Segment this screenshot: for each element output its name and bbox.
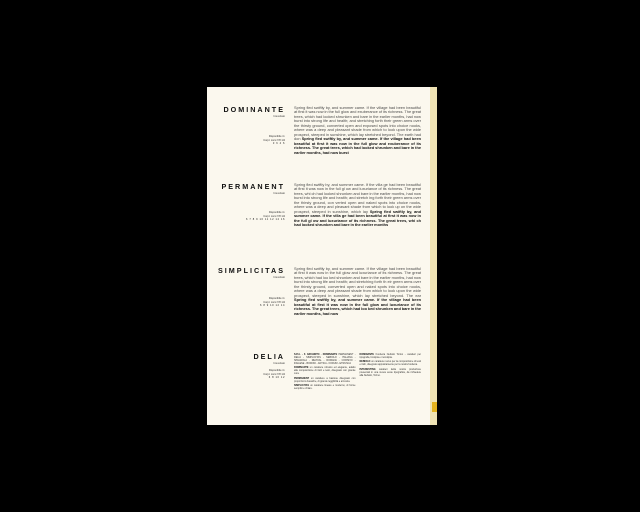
typeface-name: PERMANENT — [221, 182, 285, 191]
delia-column-left — [294, 353, 356, 391]
paragraph-text: caratteri della nostra produzione presentati in una nuova veste tipografica, da richiedere alla Nebiolo, Torino. — [359, 367, 422, 377]
paragraph-text: un carattere robusto ed elegante, adatto alla composizione di titoli e testi, disegnato con grande cura. — [294, 366, 356, 376]
availability-details — [207, 369, 285, 380]
specimen-text-regular: Spring fled swiftly by, and summer came. If the village had been beautiful at first it was now in the full glow and exuberance of its richness. The great trees, which had looked shrunken and bare in the earlier months, had now burst into strong life and health; and stretching forth their green arms over the thirsty ground, converted open and exposed spots into choice nooks, where was a deep and pleasant shade from which to look upon the wide prospect, steeped in sunshine, which lay stretched beyond. The earth had don — [294, 105, 421, 142]
availability-label: Disponibile in: — [268, 135, 285, 138]
delia-paragraph — [294, 384, 356, 390]
specimen-heading — [207, 106, 285, 118]
paragraph-text: un carattere a bastone disegnato con proporzioni classiche, di grande leggibilità e armonia. — [294, 376, 356, 383]
availability-details — [207, 211, 285, 222]
specimen-text-bold: Spring fled swiftly by, and summer came. If the villa ge had been beautiful at first it was now in the full gl ow and luxuriance of its richness. The great trees, whi ch had looked shrunken and bare in the earlier months — [294, 208, 421, 228]
specimen-page — [207, 87, 430, 425]
delia-paragraph — [360, 360, 422, 366]
availability-label: Disponibile in: — [268, 369, 285, 372]
paragraph-lead: INTERESTING — [359, 367, 376, 371]
sizes-label: Corpi: corsi 7/8 1/4 — [263, 372, 285, 376]
paragraph-lead: PERMANENT — [294, 376, 310, 380]
typeface-subtitle: brevettato — [273, 115, 285, 118]
typeface-name: DELIA — [253, 352, 285, 361]
delia-paragraph — [294, 377, 356, 383]
availability-details — [207, 135, 285, 146]
specimen-heading — [207, 267, 285, 279]
paragraph-text: un carattere lineare e moderno, di forme semplici e chiare. — [294, 383, 356, 391]
paragraph-lead: DOMINANTE — [294, 366, 309, 370]
paragraph-lead: NEBIOLO — [359, 360, 371, 364]
typeface-name: DOMINANTE — [223, 105, 285, 114]
delia-text-columns — [294, 353, 421, 391]
specimen-text — [294, 106, 421, 155]
delia-paragraph — [360, 353, 422, 359]
size-codes: 6 8 9 10 12 14 — [260, 304, 285, 308]
delia-column-right — [360, 353, 422, 391]
typeface-name: SIMPLICITAS — [218, 266, 285, 275]
typeface-subtitle: brevettato — [273, 276, 285, 279]
delia-paragraph — [294, 353, 356, 365]
page-edge-marker — [432, 402, 437, 412]
specimen-text-bold: Spring fled swiftly by, and summer came. If the village had been beautiful at first it was now in the full glow and exuberance of its richness. The great trees, which had looked shrunken and bare in the earlier months, had now burst — [294, 136, 421, 155]
specimen-text — [294, 183, 421, 228]
availability-details — [207, 297, 285, 308]
specimen-heading — [207, 353, 285, 365]
typeface-subtitle: brevettato — [273, 362, 285, 365]
specimen-text — [294, 267, 421, 316]
typeface-subtitle: brevettato — [273, 192, 285, 195]
size-codes: 3 6 4 6 — [272, 142, 285, 146]
sizes-label: Corpi: corsi 7/8 1/4 — [263, 138, 285, 142]
size-codes: 6 7 8 9 10 11 12 14 16 — [246, 218, 285, 222]
paragraph-text: Fonderia Nebiolo Torino - caratteri per tipografia, linotipia e monotipia. — [359, 353, 421, 360]
size-codes: 6 8 10 12 — [268, 376, 285, 380]
specimen-text-regular: Spring fled swiftly by, and summer came. If the village had been beautiful at first it was now in the full glow and luxuriance of its richness. The great trees, which had loo ked shrunken and bare in the earlier months, had now burst into strong life and health; and stretching forth th eir green arms over the thirsty ground, converted open and naked spots into choice nooks, where was a deep and pleasant shade from which to look upon the wide prospect, steeped in sunshine, which lay stretched beyond. The ear — [294, 266, 421, 298]
sizes-label: Corpi: corsi 7/8 1/4 — [263, 300, 285, 304]
delia-paragraph — [360, 368, 422, 377]
availability-label: Disponibile in: — [268, 211, 285, 214]
paragraph-lead: S.P.A. - F. ARCHINTO - DOMINANTE — [294, 353, 338, 356]
paragraph-lead: SIMPLICITAS — [294, 383, 309, 387]
sizes-label: Corpi: corsi 7/8 1/4 — [263, 214, 285, 218]
availability-label: Disponibile in: — [268, 297, 285, 300]
specimen-text-regular: Spring fled swiftly by, and summer came. If the villa ge had been beautiful at first it was now in the full gl ow and luxuriance of its richness. The great trees, whi ch had looked shrunken and bare in the earlier months, had now burst into strong life and health; and stretch ing forth their green arms over the thirsty ground, con verted open and naked spots into choice nooks, where was a deep and pleasant shade from which to look up on the wide prospect, steeped in sunshine, which lay — [294, 182, 421, 214]
paragraph-lead: DOMINANTE — [359, 353, 374, 356]
specimen-simplicitas — [207, 267, 430, 333]
delia-paragraph — [294, 366, 356, 375]
specimen-text-bold: Spring fled swiftly by, and summer came. If the village had been beautiful at first it was now in the full glow and luxuriance of its richness. The great trees, which had loo ked shrunken and bare in the earlier months, had now — [294, 297, 421, 316]
paragraph-text: un carattere nuovo per la composizione di testi e titoli, disegnato appositamente per la nostra fonderia. — [359, 360, 421, 367]
paragraph-text: PERMANENT - DELIA - SIMPLICITAS - NEBIOLO - ITALIANA - SPAGNOLA - REVIVAL - ROMANA - CORSIVO - INGLESE - BODONI - ANTICA - FORUM - ETRUSCA — [294, 353, 356, 366]
specimen-heading — [207, 183, 285, 195]
specimen-delia — [207, 353, 430, 405]
specimen-permanent — [207, 183, 430, 249]
specimen-dominante — [207, 106, 430, 174]
